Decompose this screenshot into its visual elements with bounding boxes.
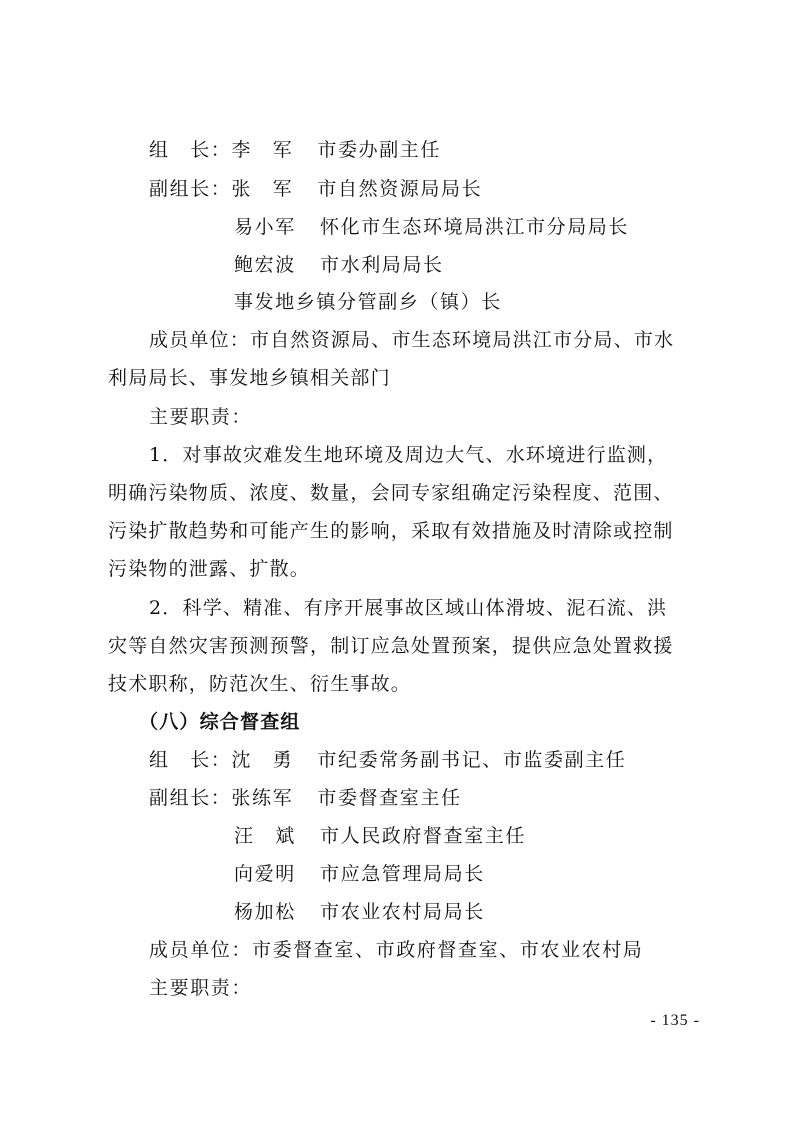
duty-line: 灾等自然灾害预测预警，制订应急处置预案，提供应急处置救援 <box>108 635 674 657</box>
deputy-name: 张练军 <box>231 787 294 809</box>
duty-line: 明确污染物质、浓度、数量，会同专家组确定污染程度、范围、 <box>108 482 674 504</box>
leader-role-label: 组 长： <box>149 749 232 771</box>
duty-line: 1．对事故灾难发生地环境及周边大气、水环境进行监测， <box>149 444 668 466</box>
deputy-title: 怀化市生态环境局洪江市分局局长 <box>320 216 630 238</box>
leader-row <box>149 748 626 772</box>
leader-title: 市委办副主任 <box>317 139 442 161</box>
deputy-name: 易小军 <box>234 216 296 238</box>
deputy-title: 市水利局局长 <box>320 254 444 276</box>
deputy-title: 市应急管理局局长 <box>320 863 485 885</box>
duty-line: 污染物的泄露、扩散。 <box>108 558 311 580</box>
duty-line: 2．科学、精准、有序开展事故区域山体滑坡、泥石流、洪 <box>149 597 668 619</box>
deputy-name: 杨加松 <box>234 901 296 923</box>
members-line: 成员单位：市自然资源局、市生态环境局洪江市分局、市水 <box>149 329 675 351</box>
deputy-row <box>149 786 462 810</box>
deputy-name: 事发地乡镇分管副乡（镇）长 <box>234 291 502 313</box>
members-line: 成员单位：市委督查室、市政府督查室、市农业农村局 <box>149 939 644 961</box>
leader-row <box>149 138 441 162</box>
deputy-row <box>149 177 482 201</box>
deputy-role-label: 副组长： <box>149 178 232 200</box>
leader-title: 市纪委常务副书记、市监委副主任 <box>317 749 627 771</box>
leader-name: 李 军 <box>231 139 294 161</box>
duty-line: 污染扩散趋势和可能产生的影响，采取有效措施及时清除或控制 <box>108 520 674 542</box>
leader-name: 沈 勇 <box>231 749 294 771</box>
section-heading: （八）综合督查组 <box>139 711 301 733</box>
deputy-row <box>234 290 502 314</box>
duty-line: 技术职称，防范次生、衍生事故。 <box>108 673 412 695</box>
deputy-row <box>234 824 526 848</box>
leader-role-label: 组 长： <box>149 139 232 161</box>
deputy-row <box>234 215 629 239</box>
deputy-name: 张 军 <box>231 178 294 200</box>
deputy-row <box>234 253 444 277</box>
deputy-name: 鲍宏波 <box>234 254 296 276</box>
deputy-title: 市农业农村局局长 <box>320 901 485 923</box>
deputy-role-label: 副组长： <box>149 787 232 809</box>
deputy-row <box>234 900 485 924</box>
duties-label: 主要职责： <box>149 406 253 428</box>
deputy-title: 市委督查室主任 <box>317 787 462 809</box>
duties-label: 主要职责： <box>149 977 253 999</box>
members-line: 利局局长、事发地乡镇相关部门 <box>108 367 391 389</box>
page-number: - 135 - <box>650 1012 700 1029</box>
deputy-name: 向爱明 <box>234 863 296 885</box>
deputy-name: 汪 斌 <box>234 825 296 847</box>
deputy-title: 市人民政府督查室主任 <box>320 825 527 847</box>
deputy-title: 市自然资源局局长 <box>317 178 483 200</box>
deputy-row <box>234 862 485 886</box>
